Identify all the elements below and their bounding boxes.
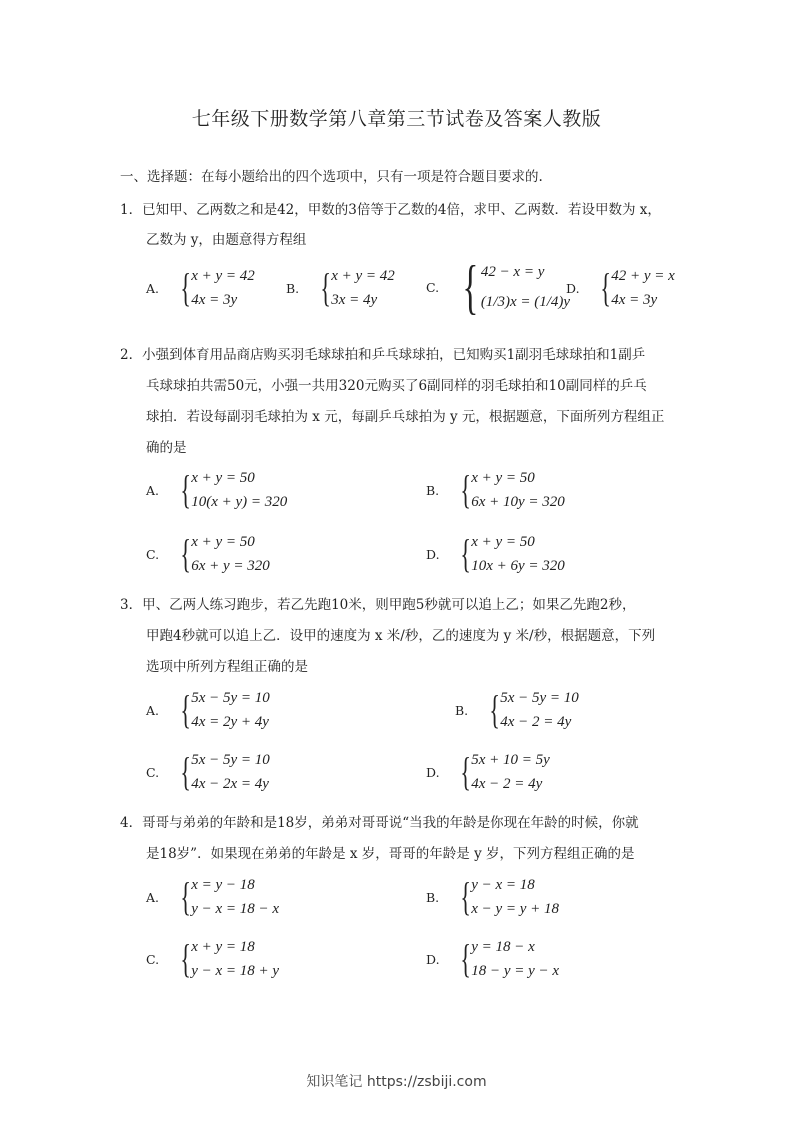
equation: 42 + y = x xyxy=(611,268,675,284)
equation: x = y − 18 xyxy=(191,877,255,893)
brace-icon: { xyxy=(460,749,471,794)
option-label: D. xyxy=(426,951,440,967)
brace-icon: { xyxy=(180,687,191,732)
q3-option-d xyxy=(426,748,550,796)
brace-icon: { xyxy=(180,467,191,512)
option-label: C. xyxy=(146,951,160,967)
option-label: A. xyxy=(146,482,160,498)
equation: y − x = 18 − x xyxy=(191,901,280,917)
question-2-line-3: 球拍．若设每副羽毛球拍为 x 元，每副乒乓球拍为 y 元，根据题意，下面所列方程组正 xyxy=(146,409,665,425)
equation: 5x − 5y = 10 xyxy=(191,752,270,768)
equation: 4x − 2 = 4y xyxy=(500,714,572,730)
equation: x + y = 50 xyxy=(471,470,535,486)
equation: y − x = 18 + y xyxy=(191,963,280,979)
equation: 10x + 6y = 320 xyxy=(471,558,565,574)
brace-icon: { xyxy=(489,687,500,732)
q1-option-c xyxy=(426,254,571,320)
q4-option-d xyxy=(426,935,559,983)
q1-option-b xyxy=(286,264,395,312)
q3-option-c xyxy=(146,748,270,796)
equation: 6x + y = 320 xyxy=(191,558,270,574)
equation: x + y = 50 xyxy=(191,534,255,550)
brace-icon: { xyxy=(180,531,191,576)
question-1-line-2: 乙数为 y，由题意得方程组 xyxy=(146,232,307,248)
brace-icon: { xyxy=(180,936,191,981)
equation: x + y = 42 xyxy=(331,268,395,284)
brace-icon: { xyxy=(462,254,479,320)
question-4-line-1: 4．哥哥与弟弟的年龄和是18岁，弟弟对哥哥说“当我的年龄是你现在年龄的时候，你就 xyxy=(120,815,639,831)
brace-icon: { xyxy=(600,265,611,310)
option-label: B. xyxy=(426,889,440,905)
equation: x + y = 50 xyxy=(471,534,535,550)
equation: 5x − 5y = 10 xyxy=(191,690,270,706)
option-label: A. xyxy=(146,280,160,296)
q1-option-d xyxy=(566,264,675,312)
option-label: B. xyxy=(455,702,469,718)
option-label: D. xyxy=(426,764,440,780)
option-label: B. xyxy=(426,482,440,498)
brace-icon: { xyxy=(180,749,191,794)
section-instruction: 一、选择题：在每小题给出的四个选项中，只有一项是符合题目要求的. xyxy=(120,169,543,185)
q2-option-d xyxy=(426,530,565,578)
q2-option-c xyxy=(146,530,270,578)
brace-icon: { xyxy=(180,265,191,310)
q4-option-a xyxy=(146,873,279,921)
q3-option-b xyxy=(455,686,579,734)
equation: 10(x + y) = 320 xyxy=(191,494,288,510)
equation: 4x = 3y xyxy=(611,292,658,308)
brace-icon: { xyxy=(180,874,191,919)
question-4-line-2: 是18岁”．如果现在弟弟的年龄是 x 岁，哥哥的年龄是 y 岁，下列方程组正确的是 xyxy=(146,846,635,862)
q1-option-a xyxy=(146,264,255,312)
q4-option-b xyxy=(426,873,559,921)
footer-watermark: 知识笔记 https://zsbiji.com xyxy=(306,1074,487,1090)
equation: 18 − y = y − x xyxy=(471,963,560,979)
question-3-line-2: 甲跑4秒就可以追上乙．设甲的速度为 x 米/秒，乙的速度为 y 米/秒，根据题意，下列 xyxy=(146,628,656,644)
brace-icon: { xyxy=(460,874,471,919)
equation: 6x + 10y = 320 xyxy=(471,494,565,510)
equation: x + y = 18 xyxy=(191,939,255,955)
q4-option-c xyxy=(146,935,279,983)
equation: 4x = 3y xyxy=(191,292,238,308)
question-3-line-1: 3．甲、乙两人练习跑步，若乙先跑10米，则甲跑5秒就可以追上乙；如果乙先跑2秒， xyxy=(120,597,636,613)
q3-option-a xyxy=(146,686,270,734)
option-label: B. xyxy=(286,280,300,296)
brace-icon: { xyxy=(320,265,331,310)
page-title: 七年级下册数学第八章第三节试卷及答案人教版 xyxy=(191,108,602,130)
option-label: A. xyxy=(146,889,160,905)
option-label: D. xyxy=(566,280,580,296)
equation: 42 − x = y xyxy=(480,264,545,280)
equation: 4x − 2x = 4y xyxy=(191,776,269,792)
brace-icon: { xyxy=(460,531,471,576)
brace-icon: { xyxy=(460,936,471,981)
equation: (1/3)x = (1/4)y xyxy=(480,294,571,310)
equation: y − x = 18 xyxy=(471,877,535,893)
equation: 3x = 4y xyxy=(331,292,378,308)
option-label: C. xyxy=(146,546,160,562)
q2-option-a xyxy=(146,466,287,514)
question-2-line-4: 确的是 xyxy=(146,440,187,456)
equation: 4x = 2y + 4y xyxy=(191,714,269,730)
question-1-line-1: 1．已知甲、乙两数之和是42，甲数的3倍等于乙数的4倍，求甲、乙两数．若设甲数为 x， xyxy=(120,202,661,218)
equation: 5x + 10 = 5y xyxy=(471,752,550,768)
option-label: A. xyxy=(146,702,160,718)
question-3-line-3: 选项中所列方程组正确的是 xyxy=(146,659,308,675)
equation: 5x − 5y = 10 xyxy=(500,690,579,706)
equation: y = 18 − x xyxy=(471,939,535,955)
equation: x + y = 42 xyxy=(191,268,255,284)
equation: 4x − 2 = 4y xyxy=(471,776,543,792)
question-2-line-2: 乓球球拍共需50元，小强一共用320元购买了6副同样的羽毛球拍和10副同样的乒乓 xyxy=(146,378,647,394)
option-label: C. xyxy=(146,764,160,780)
option-label: C. xyxy=(426,279,440,295)
equation: x + y = 50 xyxy=(191,470,255,486)
option-label: D. xyxy=(426,546,440,562)
brace-icon: { xyxy=(460,467,471,512)
equation: x − y = y + 18 xyxy=(471,901,560,917)
q2-option-b xyxy=(426,466,565,514)
question-2-line-1: 2．小强到体育用品商店购买羽毛球球拍和乒乓球球拍，已知购买1副羽毛球球拍和1副乒 xyxy=(120,347,646,363)
